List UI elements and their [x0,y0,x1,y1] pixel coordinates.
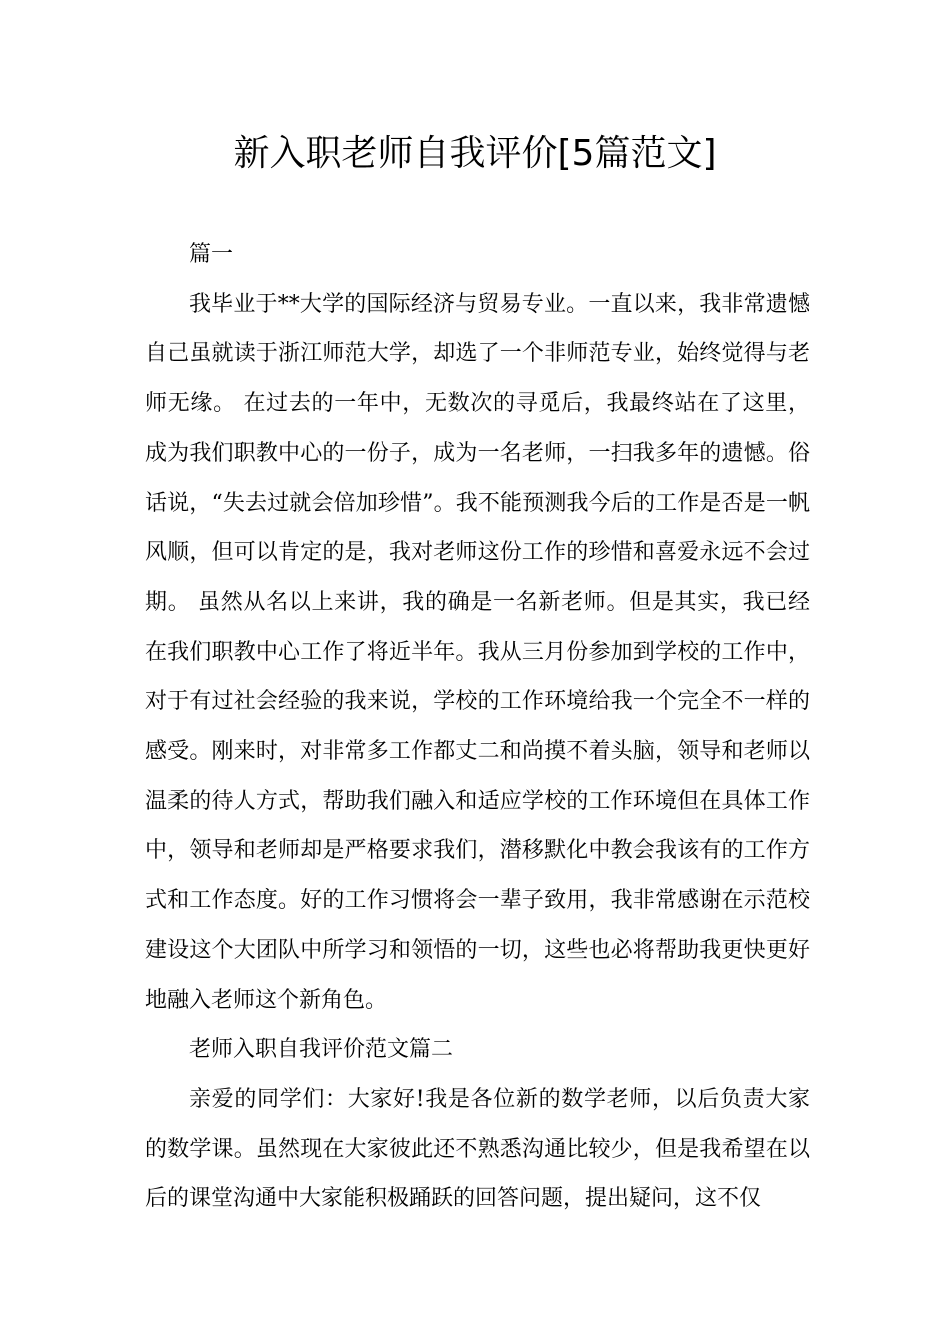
section-heading-1: 篇一 [189,242,234,267]
document-title: 新入职老师自我评价[5篇范文] [233,133,717,174]
document-body [145,230,810,1224]
body-paragraph-2: 亲爱的同学们：大家好!我是各位新的数学老师，以后负责大家的数学课。虽然现在大家彼此还不熟悉沟通比较少，但是我希望在以后的课堂沟通中大家能积极踊跃的回答问题，提出疑问，这不仅 [145,1086,810,1212]
body-paragraph-1: 我毕业于**大学的国际经济与贸易专业。一直以来，我非常遗憾自己虽就读于浙江师范大学，却选了一个非师范专业，始终觉得与老师无缘。 在过去的一年中，无数次的寻觅后，我最终站在了这里，成为我们职教中心的一份子，成为一名老师，一扫我多年的遗憾。俗话说，“失去过就会倍加珍惜”。我不能预测我今后的工作是否是一帆风顺，但可以肯定的是，我对老师这份工作的珍惜和喜爱永远不会过期。 虽然从名以上来讲，我的确是一名新老师。但是其实，我已经在我们职教中心工作了将近半年。我从三月份参加到学校的工作中，对于有过社会经验的我来说，学校的工作环境给我一个完全不一样的感受。刚来时，对非常多工作都丈二和尚摸不着头脑，领导和老师以温柔的待人方式，帮助我们融入和适应学校的工作环境但在具体工作中，领导和老师却是严格要求我们，潜移默化中教会我该有的工作方式和工作态度。好的工作习惯将会一辈子致用，我非常感谢在示范校建设这个大团队中所学习和领悟的一切，这些也必将帮助我更快更好地融入老师这个新角色。 [145,291,810,1013]
section-heading-2: 老师入职自我评价范文篇二 [189,1037,454,1063]
